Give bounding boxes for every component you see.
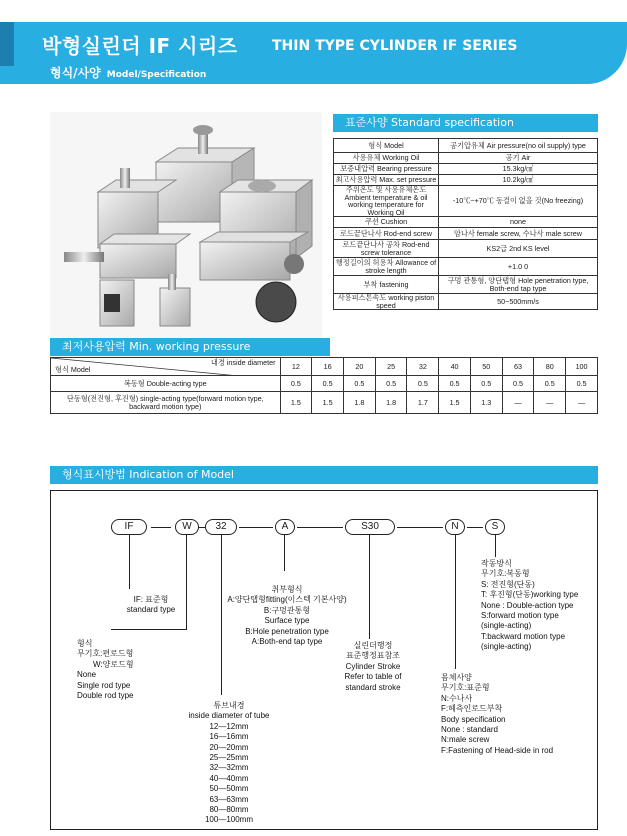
spec-value: 구멍 관통형, 양단탭형 Hole penetration type, Both-end tap type (439, 276, 598, 294)
standard-spec-header: 표준사양 Standard specification (333, 114, 598, 132)
model-label: 형식 Model (55, 365, 91, 375)
code-n: N (445, 519, 465, 535)
value-cell: 1.8 (344, 392, 376, 414)
indication-header: 형식표시방법 Indication of Model (50, 466, 598, 484)
value-cell: 0.5 (502, 376, 534, 392)
header-accent (0, 22, 14, 66)
spec-value: 15.3kg/㎠ (439, 164, 598, 175)
table-row (334, 164, 598, 175)
code-s: S (485, 519, 505, 535)
spec-label: 주위온도 및 사용유체온도 Ambient temperature & oil working temperature for Working Oil (334, 186, 439, 217)
value-cell: — (502, 392, 534, 414)
diameter-cell: 100 (566, 358, 598, 376)
table-row (334, 276, 598, 294)
spec-label: 로드끝단나사 Rod-end screw (334, 228, 439, 240)
value-cell: 0.5 (280, 376, 312, 392)
table-row (334, 228, 598, 240)
table-row (334, 294, 598, 310)
stroke-description: 실린더행정 표준행정표참조 Cylinder Stroke Refer to table of standard stroke (344, 641, 402, 692)
spec-label: 부착 fastening (334, 276, 439, 294)
value-cell: 1.5 (280, 392, 312, 414)
diameter-label: 내경 inside diameter (210, 358, 276, 367)
code-s30: S30 (345, 519, 395, 535)
table-row (334, 175, 598, 186)
model-diameter-header (51, 358, 281, 376)
diameter-cell: 80 (534, 358, 566, 376)
diameter-cell: 12 (280, 358, 312, 376)
row-label: 단동형(전진형, 후진형) single-acting type(forward motion type, backward motion type) (51, 392, 281, 414)
row-label: 복동형 Double-acting type (51, 376, 281, 392)
operation-description: 작동방식 무기호:복동형 S: 전진형(단동) T: 후진형(단동)working type None : Double-action type S:forward motion type (single-acting) T:backward motion type (single-acting) (481, 559, 579, 652)
spec-label: 사용유체 Working Oil (334, 153, 439, 164)
tube-diameter-description: 튜브내경 inside diameter of tube 12—12mm 16—16mm 20—20mm 25—25mm 32—32mm 40—40mm 50—50mm 63—63mm 80—80mm 100—100mm (188, 701, 270, 825)
spec-label: 형식 Model (334, 139, 439, 153)
diameter-cell: 16 (312, 358, 344, 376)
subtitle-korean: 형식/사양 (50, 66, 101, 80)
table-header-row (51, 358, 598, 376)
page-title-english: THIN TYPE CYLINDER IF SERIES (272, 38, 518, 54)
spec-label: 로드끝단나사 공차 Rod-end screw tolerance (334, 240, 439, 258)
diameter-cell: 20 (344, 358, 376, 376)
diameter-cell: 40 (439, 358, 471, 376)
code-32: 32 (205, 519, 237, 535)
spec-label: 쿠션 Cushion (334, 217, 439, 228)
value-cell: 1.7 (407, 392, 439, 414)
value-cell: 0.5 (344, 376, 376, 392)
spec-value: 공기압유체 Air pressure(no oil supply) type (439, 139, 598, 153)
spec-value: none (439, 217, 598, 228)
table-row (334, 258, 598, 276)
table-row (334, 153, 598, 164)
table-row (51, 392, 598, 414)
value-cell: 0.5 (312, 376, 344, 392)
mounting-description: 취부형식 A:양단탭형fitting(이스텍 기본사양) B:구멍관통형 Surface type B:Hole penetration type A:Both-end tap type (227, 585, 347, 647)
spec-value: 10.2kg/㎠ (439, 175, 598, 186)
model-description: 형식 무기호:편로드형 W:양로드형 None Single rod type Double rod type (77, 639, 134, 701)
spec-value: -10℃~+70℃ 동결이 없을 것(No freezing) (439, 186, 598, 217)
spec-value: 공기 Air (439, 153, 598, 164)
spec-value: 50~500mm/s (439, 294, 598, 310)
spec-value: 암나사 female screw, 수나사 male screw (439, 228, 598, 240)
spec-value: +1.0 0 (439, 258, 598, 276)
spec-label: 최고사용압력 Max. set pressure (334, 175, 439, 186)
page-title: 박형실린더 IF 시리즈 (42, 34, 238, 58)
table-row (51, 376, 598, 392)
value-cell: 1.5 (312, 392, 344, 414)
value-cell: 1.3 (470, 392, 502, 414)
product-photo (50, 112, 322, 344)
subtitle-english: Model/Specification (106, 70, 207, 80)
value-cell: 1.5 (439, 392, 471, 414)
page-subtitle (50, 64, 206, 81)
value-cell: 1.8 (375, 392, 407, 414)
page-header (0, 0, 627, 88)
value-cell: 0.5 (407, 376, 439, 392)
value-cell: 0.5 (566, 376, 598, 392)
body-spec-description: 몸체사양 무기호:표준형 N:수나사 F:헤측인로드부착 Body specification None : standard N:male screw F:Fastening of Head-side in rod (441, 673, 554, 755)
min-pressure-header: 최저사용압력 Min. working pressure (50, 338, 330, 356)
code-a: A (275, 519, 295, 535)
value-cell: — (566, 392, 598, 414)
table-row (334, 186, 598, 217)
code-if: IF (111, 519, 147, 535)
value-cell: 0.5 (375, 376, 407, 392)
diameter-cell: 63 (502, 358, 534, 376)
table-row (334, 139, 598, 153)
diameter-cell: 32 (407, 358, 439, 376)
value-cell: 0.5 (534, 376, 566, 392)
spec-label: 행정길이의 허용차 Allowance of stroke length (334, 258, 439, 276)
diameter-cell: 50 (470, 358, 502, 376)
min-pressure-table (50, 357, 598, 414)
indication-diagram (50, 490, 598, 830)
cylinder-illustration (50, 112, 322, 344)
spec-label: 사용피스톤속도 working piston speed (334, 294, 439, 310)
spec-label: 보증내압력 Bearing pressure (334, 164, 439, 175)
value-cell: — (534, 392, 566, 414)
table-row (334, 240, 598, 258)
standard-spec-table (333, 138, 598, 310)
value-cell: 0.5 (470, 376, 502, 392)
value-cell: 0.5 (439, 376, 471, 392)
spec-value: KS2급 2nd KS level (439, 240, 598, 258)
if-description: IF: 표준형 standard type (126, 595, 176, 615)
code-w: W (175, 519, 199, 535)
diameter-cell: 25 (375, 358, 407, 376)
table-row (334, 217, 598, 228)
